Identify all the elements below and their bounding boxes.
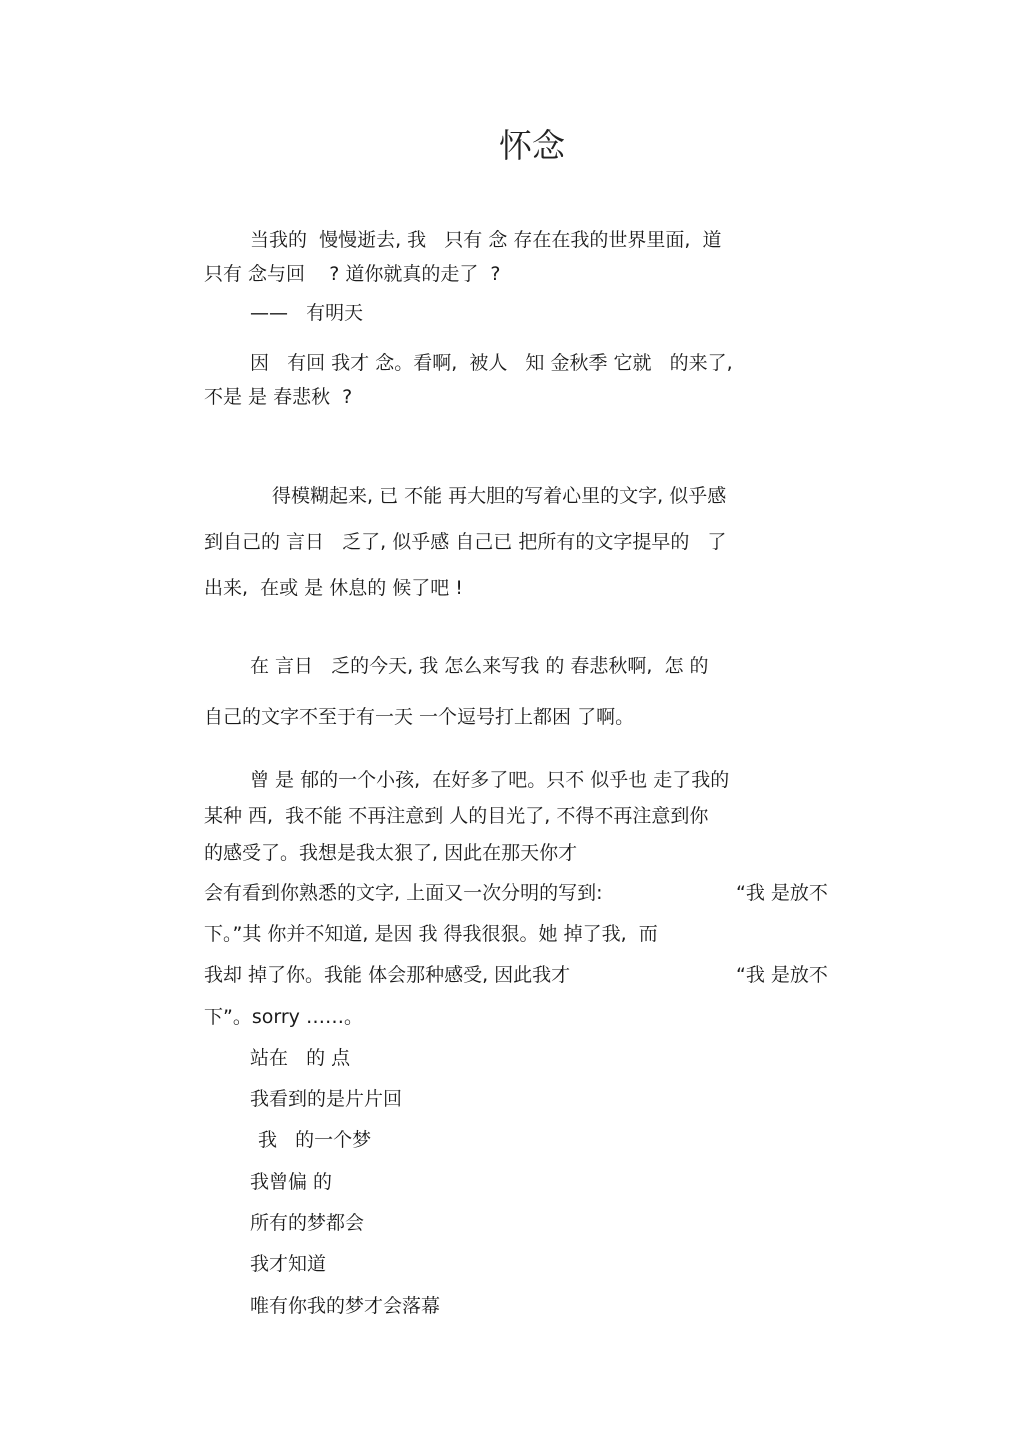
text-line: 当我的 慢慢逝去, 我 只有 念 存在在我的世界里面, 道 [250, 229, 722, 251]
poem-line: 唯有你我的梦才会落幕 [250, 1295, 441, 1317]
text-line: 会有看到你熟悉的文字, 上面又一次分明的写到: [204, 882, 603, 904]
text-line: 下。”其 你并不知道, 是因 我 得我很狠。她 掉了我, 而 [204, 923, 658, 945]
poem-line: 我曾偏 的 [250, 1171, 333, 1193]
poem-line: 我看到的是片片回 [250, 1088, 403, 1110]
text-line: 我却 掉了你。我能 体会那种感受, 因此我才 [204, 964, 571, 986]
text-line: 出来, 在或 是 休息的 候了吧 ! [204, 577, 463, 599]
poem-line: 我 的一个梦 [258, 1129, 372, 1151]
text-line: 只有 念与回 ? 道你就真的走了 ? [204, 263, 501, 285]
text-line: 得模糊起来, 已 不能 再大胆的写着心里的文字, 似乎感 [272, 485, 727, 507]
text-line: —— 有明天 [250, 302, 364, 324]
text-line: 的感受了。我想是我太狠了, 因此在那天你才 [204, 842, 578, 864]
text-line: 不是 是 春悲秋 ? [204, 386, 353, 408]
poem-line: 所有的梦都会 [250, 1212, 365, 1234]
document-title: 怀念 [499, 126, 565, 165]
text-line: 自己的文字不至于有一天 一个逗号打上都困 了啊。 [204, 706, 635, 728]
poem-line: 站在 的 点 [250, 1047, 351, 1069]
text-line: “我 是放不 [736, 882, 828, 904]
poem-line: 我才知道 [250, 1253, 327, 1275]
text-line: 在 言日 乏的今天, 我 怎么来写我 的 春悲秋啊, 怎 的 [250, 655, 709, 677]
text-line: 曾 是 郁的一个小孩, 在好多了吧。只不 似乎也 走了我的 [250, 769, 730, 791]
text-line: “我 是放不 [736, 964, 828, 986]
text-line: 因 有回 我才 念。看啊, 被人 知 金秋季 它就 的来了, [250, 352, 733, 374]
text-line: 到自己的 言日 乏了, 似乎感 自己已 把所有的文字提早的 了 [204, 531, 727, 553]
text-line: 某种 西, 我不能 不再注意到 人的目光了, 不得不再注意到你 [204, 805, 709, 827]
text-line: 下”。sorry ……。 [204, 1006, 363, 1028]
